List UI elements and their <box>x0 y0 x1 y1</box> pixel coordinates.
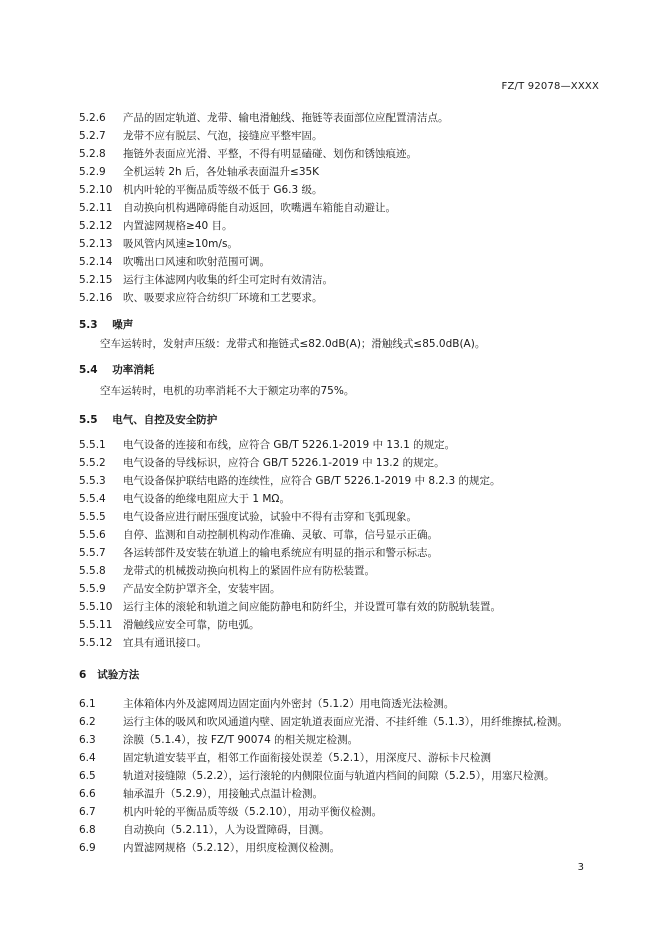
clause-5-2-9 <box>79 164 319 179</box>
clause-number: 5.5.9 <box>79 583 106 595</box>
clause-number: 6.8 <box>79 824 96 836</box>
clause-5-2-16 <box>79 290 323 305</box>
clause-6-3 <box>79 732 358 747</box>
clause-number: 5.5.3 <box>79 475 106 487</box>
clause-text: 产品安全防护罩齐全，安装牢固。 <box>123 583 281 595</box>
clause-number: 5.5.5 <box>79 511 106 523</box>
clause-5-2-12 <box>79 218 233 233</box>
clause-5-2-15 <box>79 272 333 287</box>
clause-number: 6.6 <box>79 788 96 800</box>
section-title: 功率消耗 <box>112 364 155 376</box>
clause-5-5-2 <box>79 455 445 470</box>
clause-number: 5.2.7 <box>79 130 106 142</box>
clause-text: 龙带式的机械拨动换向机构上的紧固件应有防松装置。 <box>123 565 376 577</box>
clause-6-5 <box>79 768 554 783</box>
clause-text: 各运转部件及安装在轨道上的输电系统应有明显的指示和警示标志。 <box>123 547 439 559</box>
section-heading-5-3 <box>79 317 133 332</box>
clause-number: 6.2 <box>79 716 96 728</box>
clause-6-8 <box>79 822 330 837</box>
standard-code: FZ/T 92078—XXXX <box>501 81 599 92</box>
clause-5-2-14 <box>79 254 270 269</box>
clause-text: 电气设备的绝缘电阻应大于 1 MΩ。 <box>123 493 290 505</box>
clause-text: 运行主体滤网内收集的纤尘可定时有效清洁。 <box>123 274 334 286</box>
section-number: 6 <box>79 669 87 681</box>
clause-number: 5.2.16 <box>79 292 113 304</box>
clause-6-9 <box>79 840 340 855</box>
clause-number: 5.5.2 <box>79 457 106 469</box>
clause-5-5-9 <box>79 581 281 596</box>
clause-text: 机内叶轮的平衡品质等级（5.2.10），用动平衡仪检测。 <box>123 806 383 818</box>
clause-number: 6.4 <box>79 752 96 764</box>
clause-5-5-10 <box>79 599 501 614</box>
clause-text: 电气设备的连接和布线，应符合 GB/T 5226.1-2019 中 13.1 的规定。 <box>123 439 456 451</box>
clause-5-5-3 <box>79 473 500 488</box>
section-heading-6 <box>79 667 139 682</box>
section-number: 5.3 <box>79 319 98 331</box>
clause-number: 5.2.6 <box>79 112 106 124</box>
clause-number: 5.2.9 <box>79 166 106 178</box>
clause-text: 运行主体的吸风和吹风通道内壁、固定轨道表面应光滑、不挂纤维（5.1.3），用纤维擦拭,检测。 <box>123 716 568 728</box>
clause-text: 电气设备的导线标识，应符合 GB/T 5226.1-2019 中 13.2 的规定。 <box>123 457 445 469</box>
section-number: 5.5 <box>79 414 98 426</box>
clause-5-5-12 <box>79 635 207 650</box>
clause-text: 电气设备应进行耐压强度试验，试验中不得有击穿和飞弧现象。 <box>123 511 418 523</box>
clause-text: 内置滤网规格（5.2.12），用织度检测仪检测。 <box>123 842 341 854</box>
clause-number: 5.2.10 <box>79 184 113 196</box>
clause-5-5-6 <box>79 527 438 542</box>
clause-number: 5.2.13 <box>79 238 113 250</box>
page-number: 3 <box>577 862 584 873</box>
clause-5-5-4 <box>79 491 290 506</box>
clause-text: 吹嘴出口风速和吹射范围可调。 <box>123 256 271 268</box>
clause-number: 6.1 <box>79 698 96 710</box>
clause-number: 5.5.1 <box>79 439 106 451</box>
clause-5-2-10 <box>79 182 323 197</box>
clause-number: 5.2.8 <box>79 148 106 160</box>
clause-text: 拖链外表面应光滑、平整，不得有明显磕碰、划伤和锈蚀痕迹。 <box>123 148 418 160</box>
clause-5-5-5 <box>79 509 417 524</box>
clause-5-5-8 <box>79 563 375 578</box>
clause-text: 内置滤网规格≥40 目。 <box>123 220 233 232</box>
clause-5-2-6 <box>79 110 449 125</box>
clause-text: 产品的固定轨道、龙带、输电滑触线、拖链等表面部位应配置清洁点。 <box>123 112 449 124</box>
clause-text: 滑触线应安全可靠，防电弧。 <box>123 619 260 631</box>
clause-number: 6.7 <box>79 806 96 818</box>
clause-number: 5.5.7 <box>79 547 106 559</box>
clause-5-5-11 <box>79 617 260 632</box>
clause-number: 5.5.8 <box>79 565 106 577</box>
clause-number: 6.3 <box>79 734 96 746</box>
clause-text: 自动换向机构遇障碍能自动返回，吹嘴遇车箱能自动避让。 <box>123 202 397 214</box>
clause-5-5-1 <box>79 437 455 452</box>
clause-text: 宜具有通讯接口。 <box>123 637 208 649</box>
clause-5-2-11 <box>79 200 396 215</box>
clause-text: 自动换向（5.2.11），人为设置障碍，目测。 <box>123 824 330 836</box>
clause-text: 涂膜（5.1.4），按 FZ/T 90074 的相关规定检测。 <box>123 734 359 746</box>
clause-text: 主体箱体内外及滤网周边固定面内外密封（5.1.2）用电筒透光法检测。 <box>123 698 455 710</box>
clause-6-4 <box>79 750 491 765</box>
clause-6-2 <box>79 714 568 729</box>
section-heading-5-4 <box>79 362 154 377</box>
clause-number: 5.5.4 <box>79 493 106 505</box>
clause-text: 运行主体的滚轮和轨道之间应能防静电和防纤尘，并设置可靠有效的防脱轨装置。 <box>123 601 502 613</box>
clause-text: 吹、吸要求应符合纺织厂环境和工艺要求。 <box>123 292 323 304</box>
clause-number: 5.5.12 <box>79 637 113 649</box>
clause-number: 6.9 <box>79 842 96 854</box>
section-heading-5-5 <box>79 412 217 427</box>
clause-number: 5.5.10 <box>79 601 113 613</box>
clause-number: 5.2.12 <box>79 220 113 232</box>
clause-text: 轴承温升（5.2.9），用接触式点温计检测。 <box>123 788 323 800</box>
section-number: 5.4 <box>79 364 98 376</box>
clause-text: 电气设备保护联结电路的连续性，应符合 GB/T 5226.1-2019 中 8.2.3 的规定。 <box>123 475 501 487</box>
clause-number: 5.5.6 <box>79 529 106 541</box>
clause-text: 自停、监测和自动控制机构动作准确、灵敏、可靠，信号显示正确。 <box>123 529 439 541</box>
clause-5-2-7 <box>79 128 323 143</box>
section-title: 电气、自控及安全防护 <box>112 414 218 426</box>
clause-5-5-7 <box>79 545 438 560</box>
clause-text: 龙带不应有脱层、气泡，接缝应平整牢固。 <box>123 130 323 142</box>
section-body-5-3: 空车运转时，发射声压级：龙带式和拖链式≤82.0dB(A)；滑触线式≤85.0dB(A)。 <box>100 338 486 350</box>
section-title: 噪声 <box>112 319 134 331</box>
section-body-5-4: 空车运转时，电机的功率消耗不大于额定功率的75%。 <box>100 385 355 397</box>
clause-text: 机内叶轮的平衡品质等级不低于 G6.3 级。 <box>123 184 323 196</box>
clause-text: 固定轨道安装平直，相邻工作面衔接处误差（5.2.1），用深度尺、游标卡尺检测 <box>123 752 491 764</box>
clause-number: 5.2.11 <box>79 202 113 214</box>
clause-text: 全机运转 2h 后，各处轴承表面温升≤35K <box>123 166 320 178</box>
clause-5-2-13 <box>79 236 238 251</box>
clause-text: 轨道对接缝隙（5.2.2），运行滚轮的内侧限位面与轨道内档间的间隙（5.2.5），用塞尺检测。 <box>123 770 555 782</box>
clause-5-2-8 <box>79 146 417 161</box>
clause-6-6 <box>79 786 323 801</box>
clause-6-1 <box>79 696 454 711</box>
section-title: 试验方法 <box>97 669 140 681</box>
clause-number: 6.5 <box>79 770 96 782</box>
clause-text: 吸风管内风速≥10m/s。 <box>123 238 238 250</box>
clause-number: 5.5.11 <box>79 619 113 631</box>
clause-number: 5.2.14 <box>79 256 113 268</box>
clause-6-7 <box>79 804 382 819</box>
clause-number: 5.2.15 <box>79 274 113 286</box>
